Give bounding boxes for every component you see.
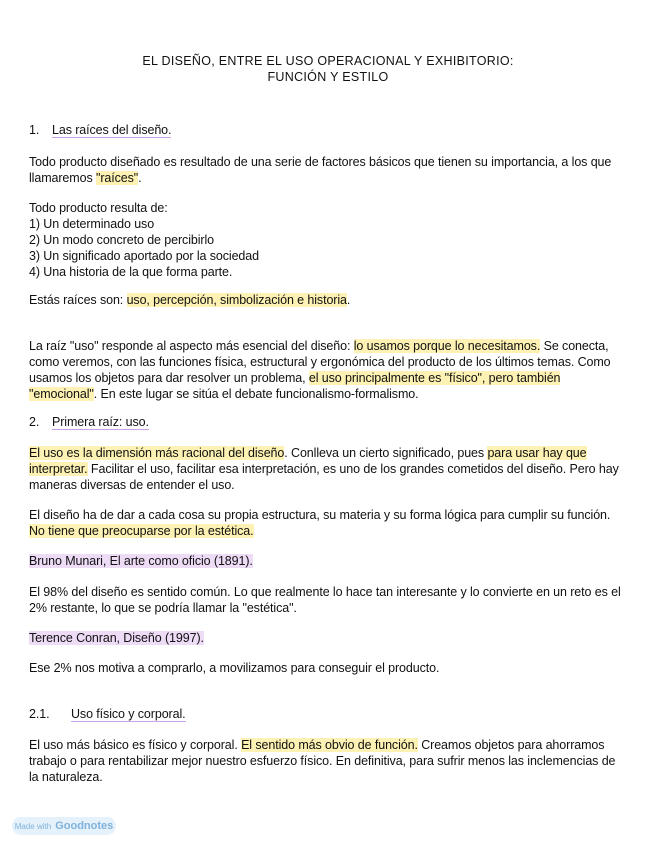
section-title: Las raíces del diseño. [52, 123, 172, 137]
section-title: Uso físico y corporal. [71, 707, 186, 721]
citation-conran: Terence Conran, Diseño (1997). [29, 631, 204, 645]
list-item: 2) Un modo concreto de percibirlo [29, 233, 214, 247]
paragraph-dimension: El uso es la dimensión más racional del diseño. Conlleva un cierto significado, pues para usar hay que interpretar. Facilitar el uso, facilitar esa interpretación, es uno de los grandes cometidos del diseño. Pero hay maneras diversas de entender el uso. [29, 446, 619, 492]
highlight: lo usamos porque lo necesitamos. [353, 339, 541, 353]
list-intro: Todo producto resulta de: [29, 201, 168, 215]
highlight: El sentido más obvio de función. [241, 738, 418, 752]
highlight: uso, percepción, simbolización e historia [126, 293, 347, 307]
section-title: Primera raíz: uso. [52, 415, 149, 429]
list-item: 3) Un significado aportado por la sociedad [29, 249, 259, 263]
paragraph-estructura: El diseño ha de dar a cada cosa su propia estructura, su materia y su forma lógica para cumplir su función. No tiene que preocuparse por la estética. [29, 508, 611, 538]
highlight: El uso es la dimensión más racional del diseño [29, 446, 285, 460]
highlight: el uso principalmente es "físico", pero también "emocional" [29, 371, 561, 401]
goodnotes-logo: Goodnotes [55, 820, 114, 832]
section-1-heading [29, 122, 625, 138]
badge-made-with: Made with [14, 821, 52, 831]
section-number: 2.1. [29, 707, 50, 721]
title-line-2: FUNCIÓN Y ESTILO [267, 70, 389, 84]
paragraph-raices: Todo producto diseñado es resultado de una serie de factores básicos que tienen su importancia, a los que llamaremos "raíces". [29, 155, 612, 185]
highlight: No tiene que preocuparse por la estética. [29, 524, 254, 538]
section-number: 1. [29, 123, 40, 137]
highlight: "raíces" [95, 171, 139, 185]
paragraph-sentido-comun: El 98% del diseño es sentido común. Lo que realmente lo hace tan interesante y lo convierte en un reto es el 2% restante, lo que se podría llamar la "estética". [29, 585, 621, 615]
paragraph-uso: La raíz "uso" responde al aspecto más esencial del diseño: lo usamos porque lo necesitamos. Se conecta, como veremos, con las funciones física, estructural y ergonómica del producto de los últimos temas. Como usamos los objetos para dar resolver un problema, el uso principalmente es "físico", pero también "emocional". En este lugar se sitúa el debate funcionalismo-formalismo. [29, 339, 611, 401]
section-2-1-heading [29, 706, 625, 722]
section-number: 2. [29, 415, 40, 429]
roots-list [29, 200, 625, 280]
title-line-1: EL DISEÑO, ENTRE EL USO OPERACIONAL Y EXHIBITORIO: [142, 54, 514, 68]
list-item: 1) Un determinado uso [29, 217, 155, 231]
document-title [0, 53, 656, 85]
paragraph-uso-fisico: El uso más básico es físico y corporal. El sentido más obvio de función. Creamos objetos para ahorramos trabajo o para rentabilizar mejor nuestro esfuerzo físico. En definitiva, para sufrir menos las inclemencias de la naturaleza. [29, 738, 616, 784]
paragraph-roots-summary: Estás raíces son: uso, percepción, simbolización e historia. [29, 293, 351, 307]
paragraph-motivacion: Ese 2% nos motiva a comprarlo, a movilizamos para conseguir el producto. [29, 661, 440, 675]
citation-munari: Bruno Munari, El arte como oficio (1891). [29, 554, 253, 568]
section-2-heading [29, 414, 625, 430]
list-item: 4) Una historia de la que forma parte. [29, 265, 233, 279]
highlight: para usar hay que interpretar. [29, 446, 587, 476]
goodnotes-badge [12, 817, 116, 835]
